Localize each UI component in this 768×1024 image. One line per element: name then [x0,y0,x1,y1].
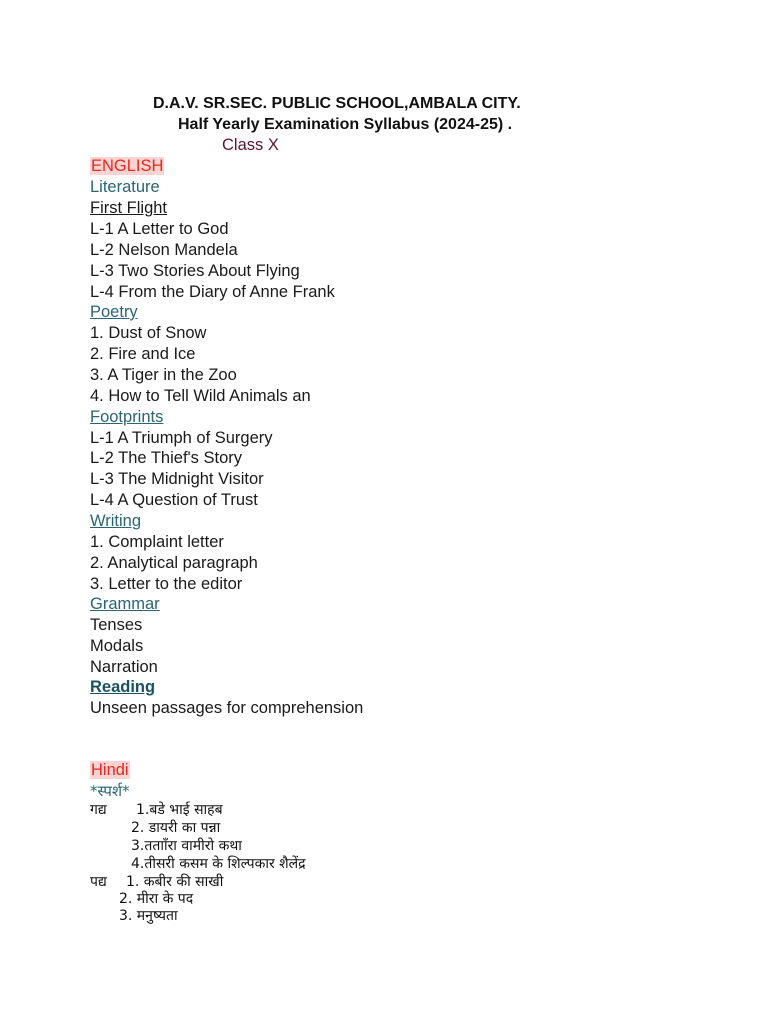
list-item: 1. कबीर की साखी [126,874,224,890]
reading-heading: Reading [90,678,156,696]
list-item: 3. Letter to the editor [90,575,243,593]
list-item: 3. मनुष्यता [119,908,178,924]
list-item: 2. Analytical paragraph [90,554,258,572]
list-item: 3.ततााँरा वामीरो कथा [131,838,242,854]
poetry-heading: Poetry [90,303,138,321]
list-item: 4. How to Tell Wild Animals an [90,387,311,405]
exam-title: Half Yearly Examination Syllabus (2024-25) . [178,116,513,133]
list-item: L-4 From the Diary of Anne Frank [90,283,335,301]
list-item: L-1 A Triumph of Surgery [90,429,273,447]
class-label: Class X [222,136,279,154]
list-item: 1. Dust of Snow [90,324,207,342]
list-item: Tenses [90,616,143,634]
list-item: 1.बडे भाई साहब [136,802,223,818]
list-item: 2. मीरा के पद [119,891,194,907]
list-item: 4.तीसरी कसम के शिल्पकार शैलेंद्र [131,856,306,872]
gadya-label: गद्य [90,802,107,818]
list-item: L-2 The Thief's Story [90,449,243,467]
literature-heading: Literature [90,178,160,196]
list-item: L-4 A Question of Trust [90,491,258,509]
list-item: 2. डायरी का पन्ना [131,820,221,836]
writing-heading: Writing [90,512,142,530]
first-flight-heading: First Flight [90,199,168,217]
padya-label: पद्य [90,874,107,890]
list-item: L-2 Nelson Mandela [90,241,238,259]
school-name: D.A.V. SR.SEC. PUBLIC SCHOOL,AMBALA CITY. [153,95,521,112]
list-item: Narration [90,658,158,676]
hindi-subject-label: Hindi [91,761,129,779]
list-item: L-3 The Midnight Visitor [90,470,264,488]
english-subject-label: ENGLISH [91,157,164,175]
list-item: 3. A Tiger in the Zoo [90,366,237,384]
english-heading [90,156,164,176]
list-item: L-1 A Letter to God [90,220,229,238]
list-item: Modals [90,637,144,655]
grammar-heading: Grammar [90,595,160,613]
list-item: 1. Complaint letter [90,533,224,551]
list-item: L-3 Two Stories About Flying [90,262,300,280]
list-item: 2. Fire and Ice [90,345,196,363]
sparsh-book-title: *स्पर्श* [90,782,130,800]
list-item: Unseen passages for comprehension [90,699,364,717]
footprints-heading: Footprints [90,408,164,426]
hindi-heading [90,760,130,780]
